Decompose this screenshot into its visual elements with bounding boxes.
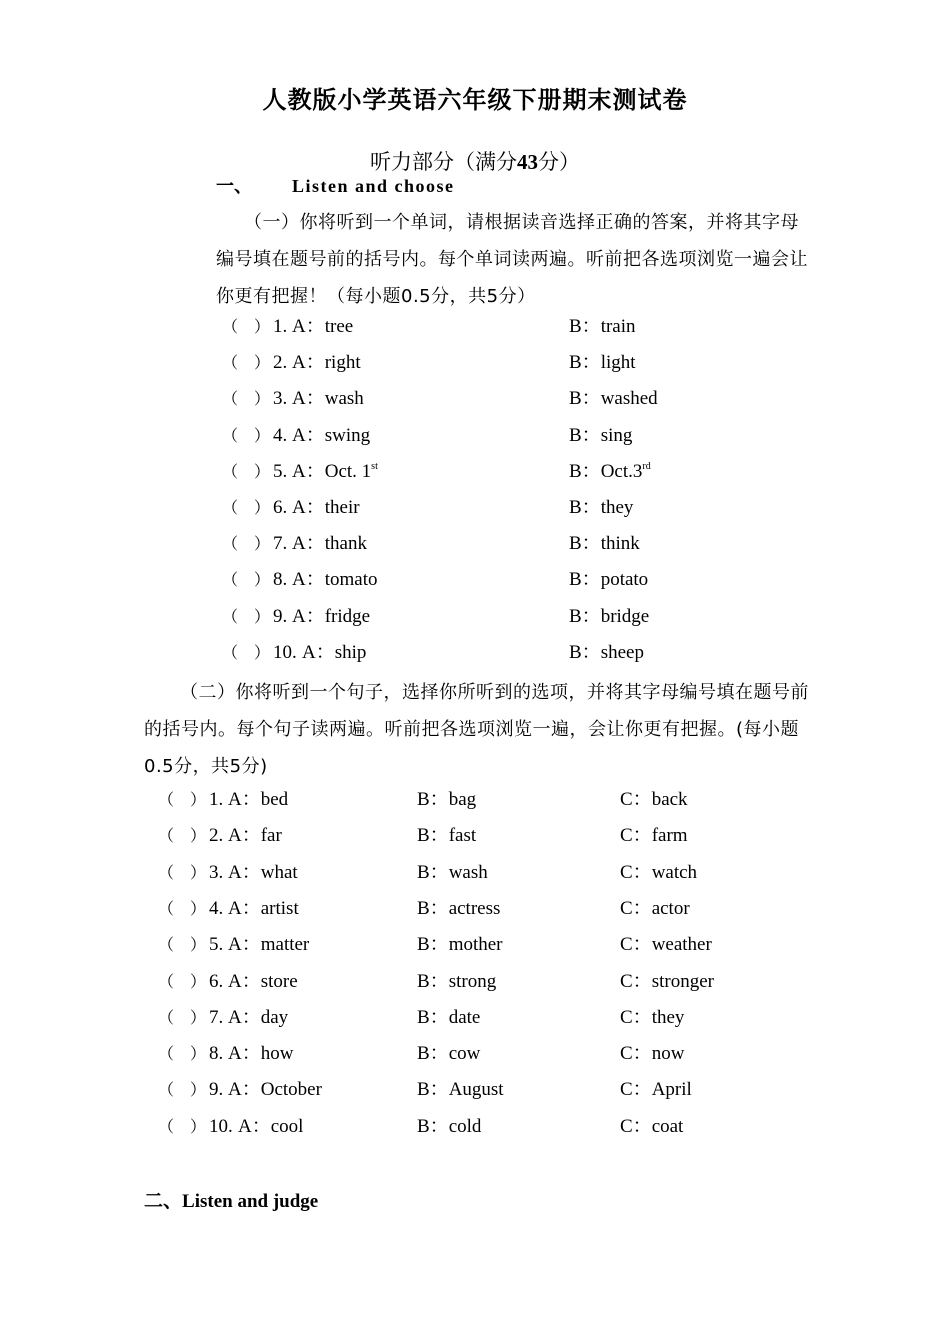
option-a-text: far bbox=[260, 825, 282, 847]
question-number: 6. bbox=[273, 497, 288, 518]
option-a-label: A： bbox=[292, 460, 325, 482]
option-b-label: B： bbox=[417, 934, 449, 956]
option-b-label: B： bbox=[569, 424, 601, 446]
option-c bbox=[620, 823, 688, 849]
option-b-label: B： bbox=[417, 970, 449, 992]
answer-parentheses: （ ） bbox=[222, 317, 271, 336]
option-b-text: August bbox=[448, 1079, 504, 1101]
option-a bbox=[228, 969, 298, 995]
option-a-text: tree bbox=[324, 316, 354, 337]
part1-instruction bbox=[216, 204, 812, 315]
option-b bbox=[417, 1114, 481, 1140]
answer-parentheses: （ ） bbox=[222, 534, 271, 554]
option-a-text: wash bbox=[324, 388, 364, 410]
option-b-text: bag bbox=[448, 789, 477, 810]
option-b-text: wash bbox=[448, 861, 488, 883]
option-a-sup: st bbox=[371, 460, 378, 472]
option-c-label: C： bbox=[620, 789, 652, 810]
option-a-text: how bbox=[260, 1043, 294, 1065]
answer-parentheses: （ ） bbox=[222, 570, 271, 590]
option-a-text: Oct. 1 bbox=[324, 460, 372, 482]
option-c bbox=[620, 1077, 692, 1103]
option-c bbox=[620, 1114, 683, 1140]
option-c bbox=[620, 1005, 684, 1031]
option-a bbox=[228, 896, 299, 922]
answer-parentheses: （ ） bbox=[222, 389, 271, 409]
option-b-label: B： bbox=[569, 460, 601, 482]
option-c bbox=[620, 969, 714, 995]
part2-instruction bbox=[144, 674, 812, 785]
option-a bbox=[292, 531, 367, 557]
option-a-label: A： bbox=[292, 424, 325, 446]
option-b-label: B： bbox=[417, 861, 449, 883]
option-a bbox=[228, 1041, 293, 1067]
option-a-label: A： bbox=[228, 934, 261, 956]
question-number: 8. bbox=[273, 569, 288, 591]
option-a bbox=[292, 495, 360, 521]
option-c-text: coat bbox=[651, 1115, 684, 1137]
question-number: 9. bbox=[209, 1079, 224, 1101]
option-a-text: swing bbox=[324, 424, 371, 446]
option-a bbox=[292, 604, 370, 630]
option-a-label: A： bbox=[228, 970, 261, 992]
option-a-label: A： bbox=[228, 789, 261, 810]
listening-header-score: 43 bbox=[517, 150, 538, 174]
option-b-label: B： bbox=[569, 352, 601, 374]
answer-parentheses: （ ） bbox=[222, 606, 271, 626]
option-c-label: C： bbox=[620, 1115, 652, 1137]
option-b bbox=[417, 1077, 504, 1103]
option-a bbox=[238, 1114, 303, 1140]
option-b bbox=[569, 604, 649, 630]
option-b-text: cold bbox=[448, 1115, 482, 1137]
option-c-text: now bbox=[651, 1043, 685, 1065]
answer-parentheses: （ ） bbox=[158, 1044, 207, 1064]
option-c-label: C： bbox=[620, 861, 652, 883]
option-a-label: A： bbox=[238, 1115, 271, 1137]
option-b bbox=[417, 896, 500, 922]
option-a bbox=[292, 314, 353, 340]
option-a bbox=[292, 423, 370, 449]
option-b bbox=[569, 495, 633, 521]
option-c bbox=[620, 1041, 684, 1067]
option-b-text: mother bbox=[448, 934, 503, 956]
question-number: 3. bbox=[273, 388, 288, 410]
question-number: 1. bbox=[209, 789, 224, 810]
option-a-text: their bbox=[324, 497, 360, 518]
option-b-label: B： bbox=[417, 1043, 449, 1065]
option-a-label: A： bbox=[228, 1079, 261, 1101]
option-b bbox=[417, 787, 476, 813]
option-a-text: matter bbox=[260, 934, 310, 956]
option-b bbox=[569, 459, 651, 485]
part1-instruction-text: （一）你将听到一个单词，请根据读音选择正确的答案，并将其字母编号填在题号前的括号内。每个单词读两遍。听前把各选项浏览一遍会让你更有把握！（每小题0.5分，共5分） bbox=[216, 212, 808, 307]
option-a-label: A： bbox=[228, 861, 261, 883]
option-a bbox=[228, 860, 298, 886]
option-c-text: weather bbox=[651, 934, 712, 956]
option-b bbox=[569, 423, 632, 449]
option-b bbox=[417, 860, 488, 886]
option-c-label: C： bbox=[620, 934, 652, 956]
section1-number: 一、 bbox=[216, 176, 252, 197]
option-b bbox=[417, 1041, 480, 1067]
option-b bbox=[417, 1005, 480, 1031]
option-c-label: C： bbox=[620, 897, 652, 919]
option-b bbox=[569, 350, 636, 376]
option-b-text: cow bbox=[448, 1043, 481, 1065]
option-a bbox=[302, 640, 366, 666]
option-b-text: strong bbox=[448, 970, 497, 992]
question-number: 5. bbox=[273, 460, 288, 482]
question-number: 5. bbox=[209, 934, 224, 956]
option-b-text: fast bbox=[448, 825, 477, 847]
question-number: 2. bbox=[209, 825, 224, 847]
option-a-text: fridge bbox=[324, 605, 371, 627]
answer-parentheses: （ ） bbox=[158, 1116, 207, 1136]
option-a-label: A： bbox=[228, 897, 261, 919]
question-number: 10. bbox=[273, 641, 297, 663]
answer-parentheses: （ ） bbox=[158, 1007, 207, 1027]
option-b-text: bridge bbox=[600, 605, 650, 627]
option-b-text: sheep bbox=[600, 641, 644, 663]
option-b-text: think bbox=[600, 533, 640, 555]
option-b bbox=[417, 932, 503, 958]
answer-parentheses: （ ） bbox=[158, 898, 207, 918]
option-a-label: A： bbox=[292, 569, 325, 591]
option-b-label: B： bbox=[569, 605, 601, 627]
option-c-text: back bbox=[651, 789, 688, 810]
question-number: 7. bbox=[209, 1006, 224, 1028]
option-c-text: actor bbox=[651, 897, 690, 919]
option-a bbox=[292, 350, 361, 376]
option-b bbox=[569, 386, 658, 412]
option-c-text: watch bbox=[651, 861, 698, 883]
question-number: 9. bbox=[273, 605, 288, 627]
option-a-text: right bbox=[324, 352, 361, 374]
option-a bbox=[292, 459, 378, 485]
option-b-label: B： bbox=[569, 316, 601, 337]
option-c-label: C： bbox=[620, 1006, 652, 1028]
option-b bbox=[569, 314, 636, 340]
option-b-text: light bbox=[600, 352, 636, 374]
option-b-label: B： bbox=[417, 897, 449, 919]
option-b bbox=[569, 640, 644, 666]
option-b-text: they bbox=[600, 497, 634, 518]
option-a bbox=[228, 932, 309, 958]
option-b bbox=[569, 531, 640, 557]
option-a-text: ship bbox=[334, 641, 367, 663]
option-b-label: B： bbox=[417, 825, 449, 847]
option-b bbox=[569, 567, 648, 593]
option-c-text: stronger bbox=[651, 970, 714, 992]
option-b-text: actress bbox=[448, 897, 501, 919]
option-a-label: A： bbox=[228, 825, 261, 847]
option-a-label: A： bbox=[292, 605, 325, 627]
option-b-text: sing bbox=[600, 424, 633, 446]
option-b-label: B： bbox=[569, 497, 601, 518]
question-number: 7. bbox=[273, 533, 288, 555]
option-b-label: B： bbox=[417, 1006, 449, 1028]
option-c-text: farm bbox=[651, 825, 688, 847]
question-number: 1. bbox=[273, 316, 288, 337]
section2-title: Listen and judge bbox=[182, 1191, 319, 1212]
option-a-label: A： bbox=[292, 533, 325, 555]
answer-parentheses: （ ） bbox=[158, 935, 207, 955]
option-c-text: April bbox=[651, 1079, 692, 1101]
option-a-text: day bbox=[260, 1006, 289, 1028]
section1-heading bbox=[216, 172, 455, 198]
section2-heading bbox=[144, 1186, 318, 1213]
option-c bbox=[620, 932, 712, 958]
option-a-label: A： bbox=[302, 641, 335, 663]
option-a bbox=[292, 386, 364, 412]
option-b-text: date bbox=[448, 1006, 481, 1028]
answer-parentheses: （ ） bbox=[222, 642, 271, 662]
listening-header-text: 听力部分（满分 bbox=[370, 150, 517, 174]
option-a-text: October bbox=[260, 1079, 322, 1101]
answer-parentheses: （ ） bbox=[158, 826, 207, 846]
option-a-text: store bbox=[260, 970, 298, 992]
option-c bbox=[620, 787, 688, 813]
option-c bbox=[620, 896, 690, 922]
listening-header-unit: 分） bbox=[538, 150, 580, 174]
question-number: 8. bbox=[209, 1043, 224, 1065]
option-c-label: C： bbox=[620, 1079, 652, 1101]
option-c-text: they bbox=[651, 1006, 685, 1028]
option-a-text: bed bbox=[260, 789, 289, 810]
question-number: 4. bbox=[273, 424, 288, 446]
option-c-label: C： bbox=[620, 1043, 652, 1065]
option-a bbox=[228, 1005, 288, 1031]
option-a bbox=[292, 567, 378, 593]
option-b-label: B： bbox=[569, 641, 601, 663]
answer-parentheses: （ ） bbox=[158, 971, 207, 991]
option-a-label: A： bbox=[292, 316, 325, 337]
option-a-text: tomato bbox=[324, 569, 378, 591]
option-b-label: B： bbox=[569, 569, 601, 591]
page-title: 人教版小学英语六年级下册期末测试卷 bbox=[262, 86, 688, 114]
option-a-label: A： bbox=[228, 1006, 261, 1028]
answer-parentheses: （ ） bbox=[158, 862, 207, 882]
option-a-text: cool bbox=[270, 1115, 304, 1137]
option-a-label: A： bbox=[292, 388, 325, 410]
option-b bbox=[417, 969, 496, 995]
answer-parentheses: （ ） bbox=[222, 425, 271, 445]
option-b-text: train bbox=[600, 316, 636, 337]
option-a bbox=[228, 787, 288, 813]
option-b-label: B： bbox=[417, 789, 449, 810]
question-number: 10. bbox=[209, 1115, 233, 1137]
option-b-label: B： bbox=[569, 533, 601, 555]
answer-parentheses: （ ） bbox=[222, 353, 271, 373]
option-b-text: potato bbox=[600, 569, 649, 591]
option-b bbox=[417, 823, 476, 849]
option-a bbox=[228, 823, 282, 849]
part2-instruction-text: （二）你将听到一个句子，选择你所听到的选项，并将其字母编号填在题号前的括号内。每个句子读两遍。听前把各选项浏览一遍，会让你更有把握。(每小题0.5分，共5分) bbox=[144, 682, 809, 777]
question-number: 3. bbox=[209, 861, 224, 883]
option-a-label: A： bbox=[228, 1043, 261, 1065]
option-c-label: C： bbox=[620, 970, 652, 992]
section2-number: 二、 bbox=[144, 1190, 183, 1212]
question-number: 4. bbox=[209, 897, 224, 919]
option-a-text: artist bbox=[260, 897, 299, 919]
option-a-label: A： bbox=[292, 352, 325, 374]
section1-title: Listen and choose bbox=[292, 176, 455, 196]
option-b-label: B： bbox=[417, 1079, 449, 1101]
answer-parentheses: （ ） bbox=[222, 498, 271, 517]
option-b-label: B： bbox=[569, 388, 601, 410]
question-number: 2. bbox=[273, 352, 288, 374]
option-b-text: washed bbox=[600, 388, 658, 410]
option-a-text: thank bbox=[324, 533, 367, 555]
answer-parentheses: （ ） bbox=[158, 1080, 207, 1100]
option-c bbox=[620, 860, 697, 886]
option-b-label: B： bbox=[417, 1115, 449, 1137]
option-a-label: A： bbox=[292, 497, 325, 518]
listening-header bbox=[0, 146, 950, 176]
option-b-sup: rd bbox=[642, 460, 651, 472]
option-b-text: Oct.3 bbox=[600, 460, 643, 482]
option-c-label: C： bbox=[620, 825, 652, 847]
option-a bbox=[228, 1077, 322, 1103]
answer-parentheses: （ ） bbox=[158, 790, 207, 809]
question-number: 6. bbox=[209, 970, 224, 992]
option-a-text: what bbox=[260, 861, 298, 883]
answer-parentheses: （ ） bbox=[222, 461, 271, 481]
